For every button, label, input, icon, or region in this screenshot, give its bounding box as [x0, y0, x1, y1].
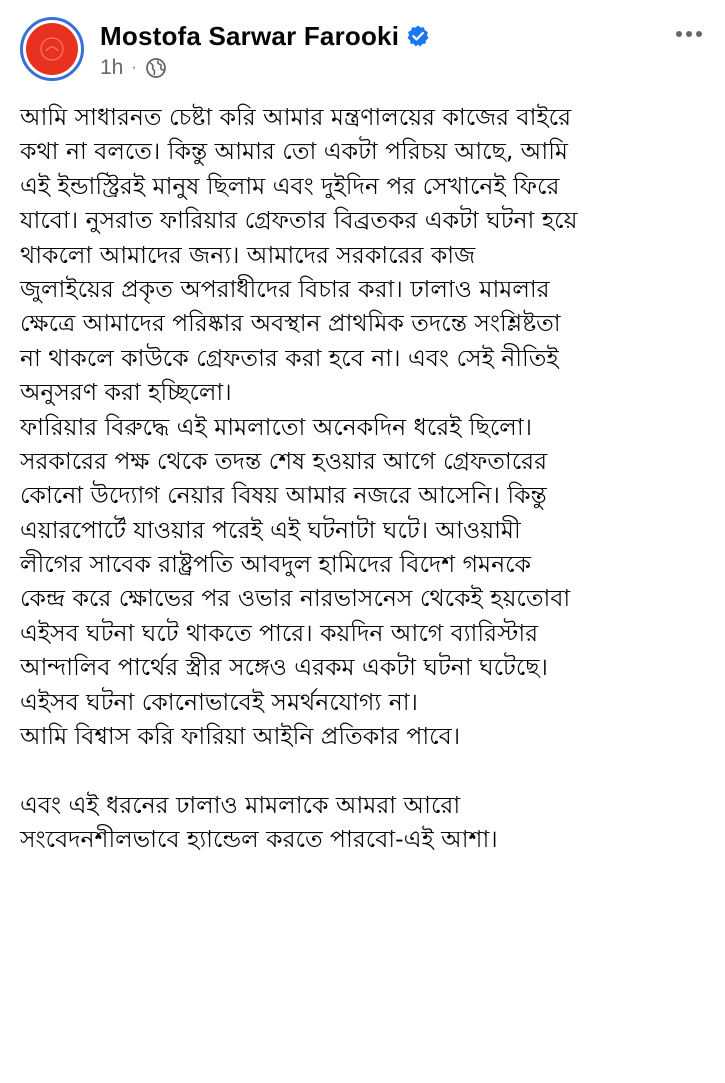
post-text-line: কথা না বলতে। কিন্তু আমার তো একটা পরিচয় আছে, আমি [20, 137, 568, 166]
meta-separator: · [131, 59, 137, 76]
post-text-line: আমি বিশ্বাস করি ফারিয়া আইনি প্রতিকার পাবে। [20, 722, 461, 751]
post-text-line: ফারিয়ার বিরুদ্ধে এই মামলাতো অনেকদিন ধরেই ছিলো। [20, 412, 533, 441]
post-text-line: জুলাইয়ের প্রকৃত অপরাধীদের বিচার করা। ঢালাও মামলার [20, 274, 550, 303]
author-name[interactable]: Mostofa Sarwar Farooki [100, 20, 400, 51]
post-text-line: এই ইন্ডাস্ট্রিরই মানুষ ছিলাম এবং দুইদিন পর সেখানেই ফিরে [20, 171, 560, 200]
post-text-line: আমি সাধারনত চেষ্টা করি আমার মন্ত্রণালয়ের কাজের বাইরে [20, 103, 572, 131]
more-options-button[interactable] [673, 20, 705, 48]
post-text-line: এইসব ঘটনা কোনোভাবেই সমর্থনযোগ্য না। [20, 687, 418, 716]
post-text-line: সরকারের পক্ষ থেকে তদন্ত শেষ হওয়ার আগে গ্রেফতারের [20, 446, 548, 475]
post-text-line: সংবেদনশীলভাবে হ্যান্ডেল করতে পারবো-এই আশা। [20, 825, 498, 854]
post-meta [100, 55, 167, 81]
paragraph-break [20, 753, 710, 787]
post-text-line: ক্ষেত্রে আমাদের পরিষ্কার অবস্থান প্রাথমিক তদন্তে সংশ্লিষ্টতা [20, 309, 561, 338]
post-text-line: থাকলো আমাদের জন্য। আমাদের সরকারের কাজ [20, 240, 476, 269]
more-options-icon [675, 30, 703, 38]
post-text-line: যাবো। নুসরাত ফারিয়ার গ্রেফতার বিব্রতকর একটা ঘটনা হয়ে [20, 206, 578, 235]
post-text-line: আন্দালিব পার্থের স্ত্রীর সঙ্গেও এরকম একটা ঘটনা ঘটেছে। [20, 653, 548, 682]
post-text-line: কোনো উদ্যোগ নেয়ার বিষয় আমার নজরে আসেনি। কিন্তু [20, 481, 547, 510]
post-text-line: না থাকলে কাউকে গ্রেফতার করা হবে না। এবং সেই নীতিই [20, 343, 559, 372]
post-text-line: এবং এই ধরনের ঢালাও মামলাকে আমরা আরো [20, 790, 461, 819]
avatar-image [26, 23, 78, 75]
avatar[interactable] [20, 17, 84, 81]
author-row [100, 18, 430, 54]
post-timestamp[interactable]: 1h [100, 56, 124, 79]
post-text-line: এয়ারপোর্টে যাওয়ার পরেই এই ঘটনাটা ঘটে। আওয়ামী [20, 515, 521, 544]
post-header [0, 0, 725, 92]
avatar-emblem-icon [37, 34, 67, 64]
post-text-line: এইসব ঘটনা ঘটে থাকতে পারে। কয়দিন আগে ব্যারিস্টার [20, 618, 539, 647]
post-body [20, 100, 710, 857]
post-text-line: অনুসরণ করা হচ্ছিলো। [20, 378, 232, 407]
verified-badge-icon [406, 24, 430, 48]
post-text-line: কেন্দ্র করে ক্ষোভের পর ওভার নারভাসনেস থেকেই হয়তোবা [20, 584, 571, 613]
globe-icon[interactable] [145, 57, 167, 79]
post-text-line: লীগের সাবেক রাষ্ট্রপতি আবদুল হামিদের বিদেশ গমনকে [20, 550, 531, 579]
